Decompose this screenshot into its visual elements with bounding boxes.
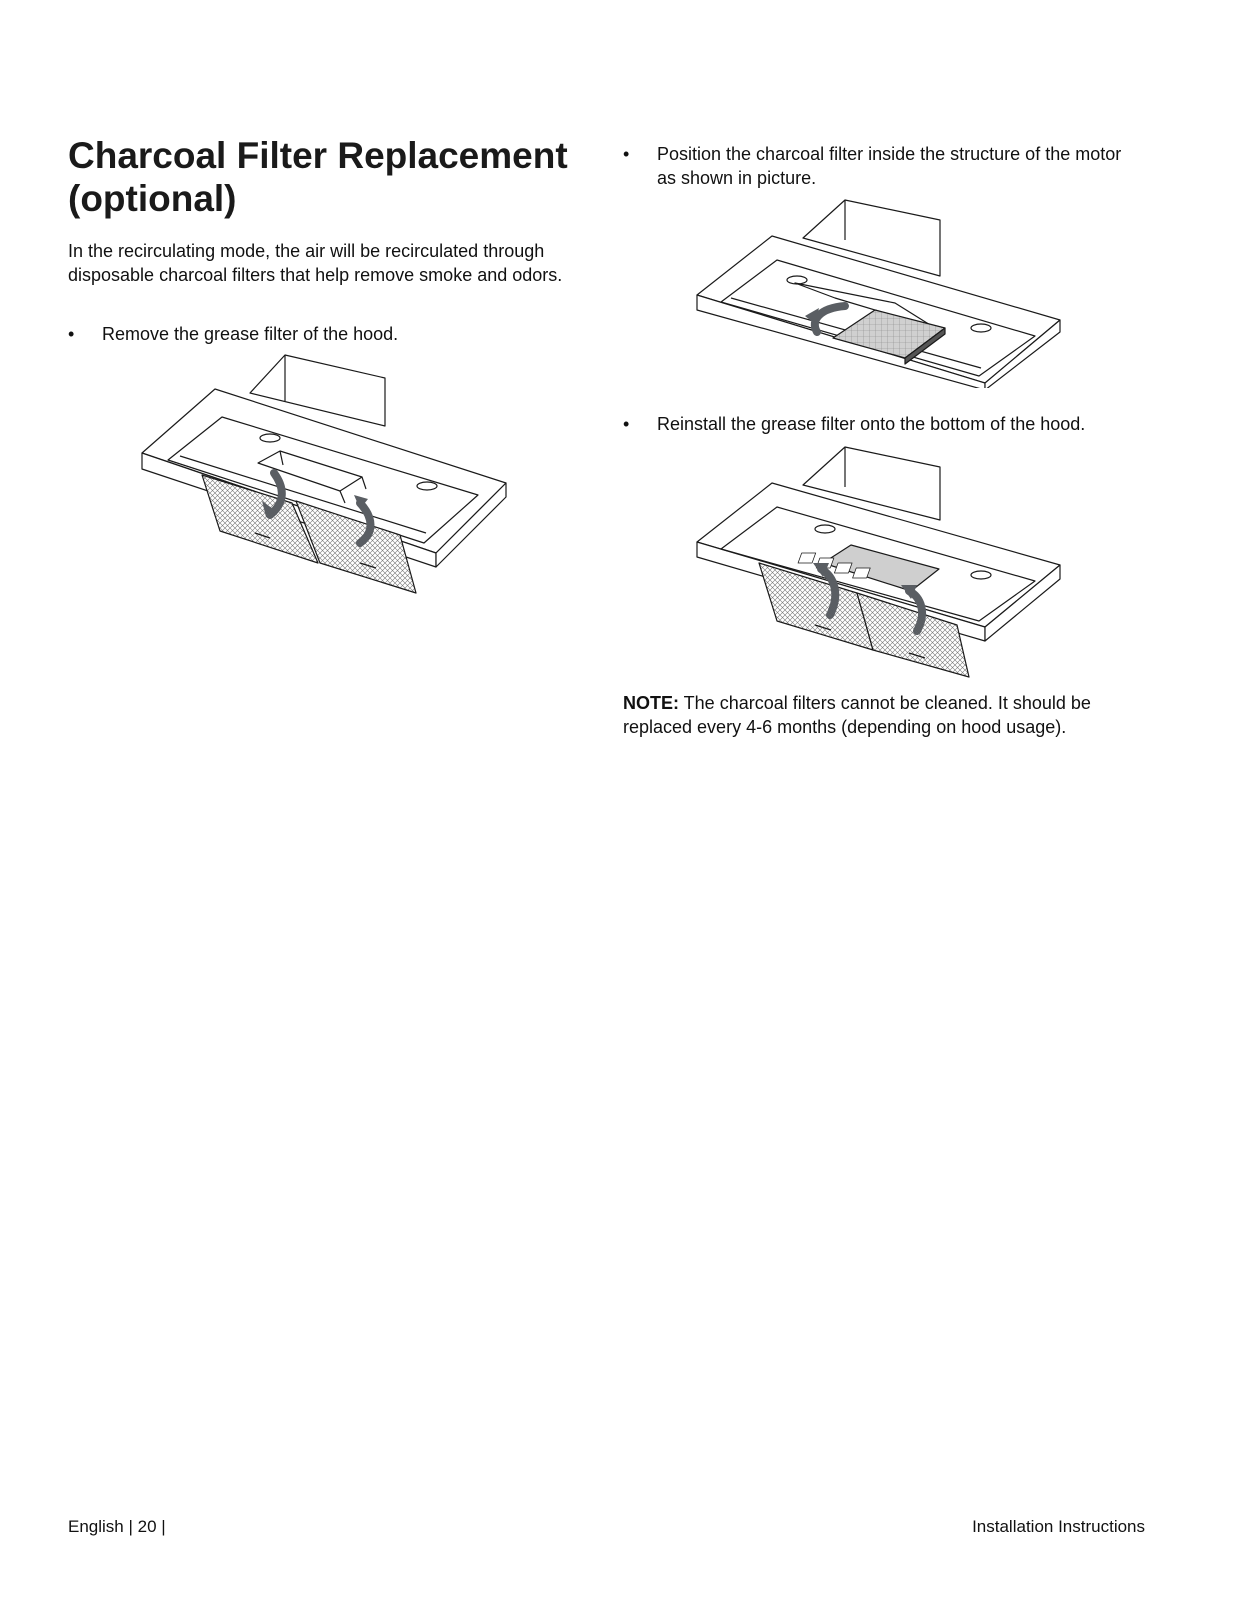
page-title: Charcoal Filter Replacement (optional) bbox=[68, 135, 568, 219]
note-paragraph bbox=[623, 691, 1163, 739]
bullet-marker: • bbox=[623, 414, 630, 434]
bullet-marker: • bbox=[623, 144, 630, 164]
bullet-marker: • bbox=[68, 324, 75, 344]
step-text: Position the charcoal filter inside the structure of the motor as shown in picture. bbox=[657, 144, 1122, 188]
hood-remove-filter-illustration bbox=[140, 353, 520, 598]
hood-charcoal-filter-illustration bbox=[695, 198, 1065, 388]
hood-reinstall-filter-illustration bbox=[695, 445, 1075, 685]
intro-paragraph: In the recirculating mode, the air will be recirculated through disposable charcoal filters that help remove smoke and odors. bbox=[68, 241, 563, 285]
footer-page-number: English | 20 | bbox=[68, 1517, 166, 1536]
note-text: The charcoal filters cannot be cleaned. It should be replaced every 4-6 months (depending on hood usage). bbox=[623, 693, 1091, 737]
footer-doc-title: Installation Instructions bbox=[972, 1517, 1145, 1536]
note-label: NOTE: bbox=[623, 693, 679, 713]
step-text: Reinstall the grease filter onto the bottom of the hood. bbox=[657, 414, 1086, 434]
step-text: Remove the grease filter of the hood. bbox=[102, 324, 399, 344]
